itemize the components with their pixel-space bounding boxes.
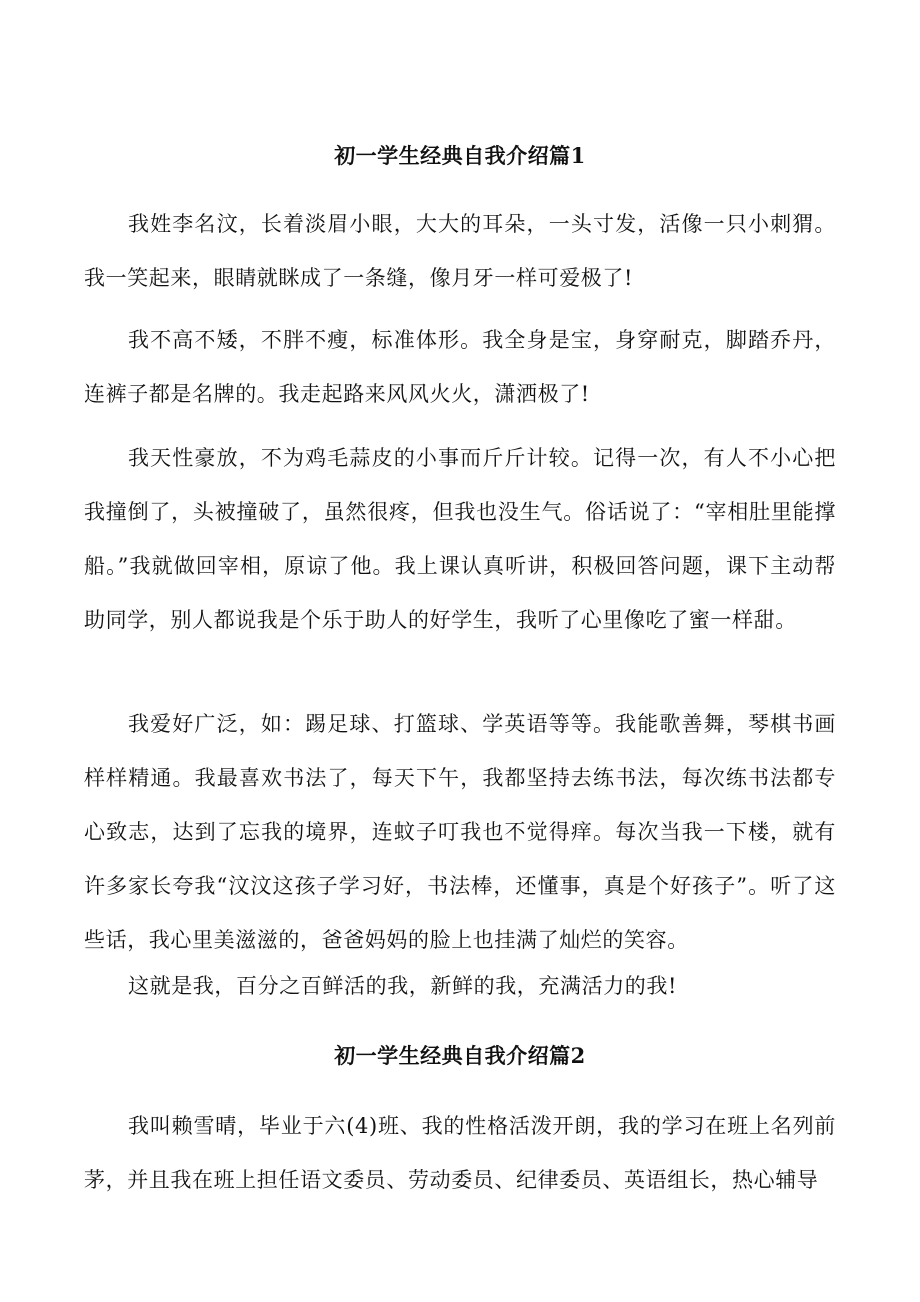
section-2-title: 初一学生经典自我介绍篇2 xyxy=(334,1043,586,1068)
section-2-paragraph-1: 我叫赖雪晴，毕业于六(4)班、我的性格活泼开朗，我的学习在班上名列前茅，并且我在班上担任语文委员、劳动委员、纪律委员、英语组长，热心辅导 xyxy=(84,1114,836,1192)
section-1-title: 初一学生经典自我介绍篇1 xyxy=(334,143,586,168)
section-1-paragraph-3: 我天性豪放，不为鸡毛蒜皮的小事而斤斤计较。记得一次，有人不小心把我撞倒了，头被撞破了，虽然很疼，但我也没生气。俗话说了：“宰相肚里能撑船。”我就做回宰相，原谅了他。我上课认真听讲，积极回答问题，课下主动帮助同学，别人都说我是个乐于助人的好学生，我听了心里像吃了蜜一样甜。 xyxy=(84,446,836,632)
section-1-paragraph-2: 我不高不矮，不胖不瘦，标准体形。我全身是宝，身穿耐克，脚踏乔丹，连裤子都是名牌的。我走起路来风风火火，潇洒极了! xyxy=(84,328,836,406)
section-1-paragraph-5: 这就是我，百分之百鲜活的我，新鲜的我，充满活力的我! xyxy=(128,974,678,998)
section-1-paragraph-4: 我爱好广泛，如：踢足球、打篮球、学英语等等。我能歌善舞，琴棋书画样样精通。我最喜欢书法了，每天下午，我都坚持去练书法，每次练书法都专心致志，达到了忘我的境界，连蚊子叮我也不觉得痒。每次当我一下楼，就有许多家长夸我“汶汶这孩子学习好，书法棒，还懂事，真是个好孩子”。听了这些话，我心里美滋滋的，爸爸妈妈的脸上也挂满了灿烂的笑容。 xyxy=(84,712,836,952)
section-1-paragraph-1: 我姓李名汶，长着淡眉小眼，大大的耳朵，一头寸发，活像一只小刺猬。我一笑起来，眼睛就眯成了一条缝，像月牙一样可爱极了! xyxy=(84,212,836,290)
